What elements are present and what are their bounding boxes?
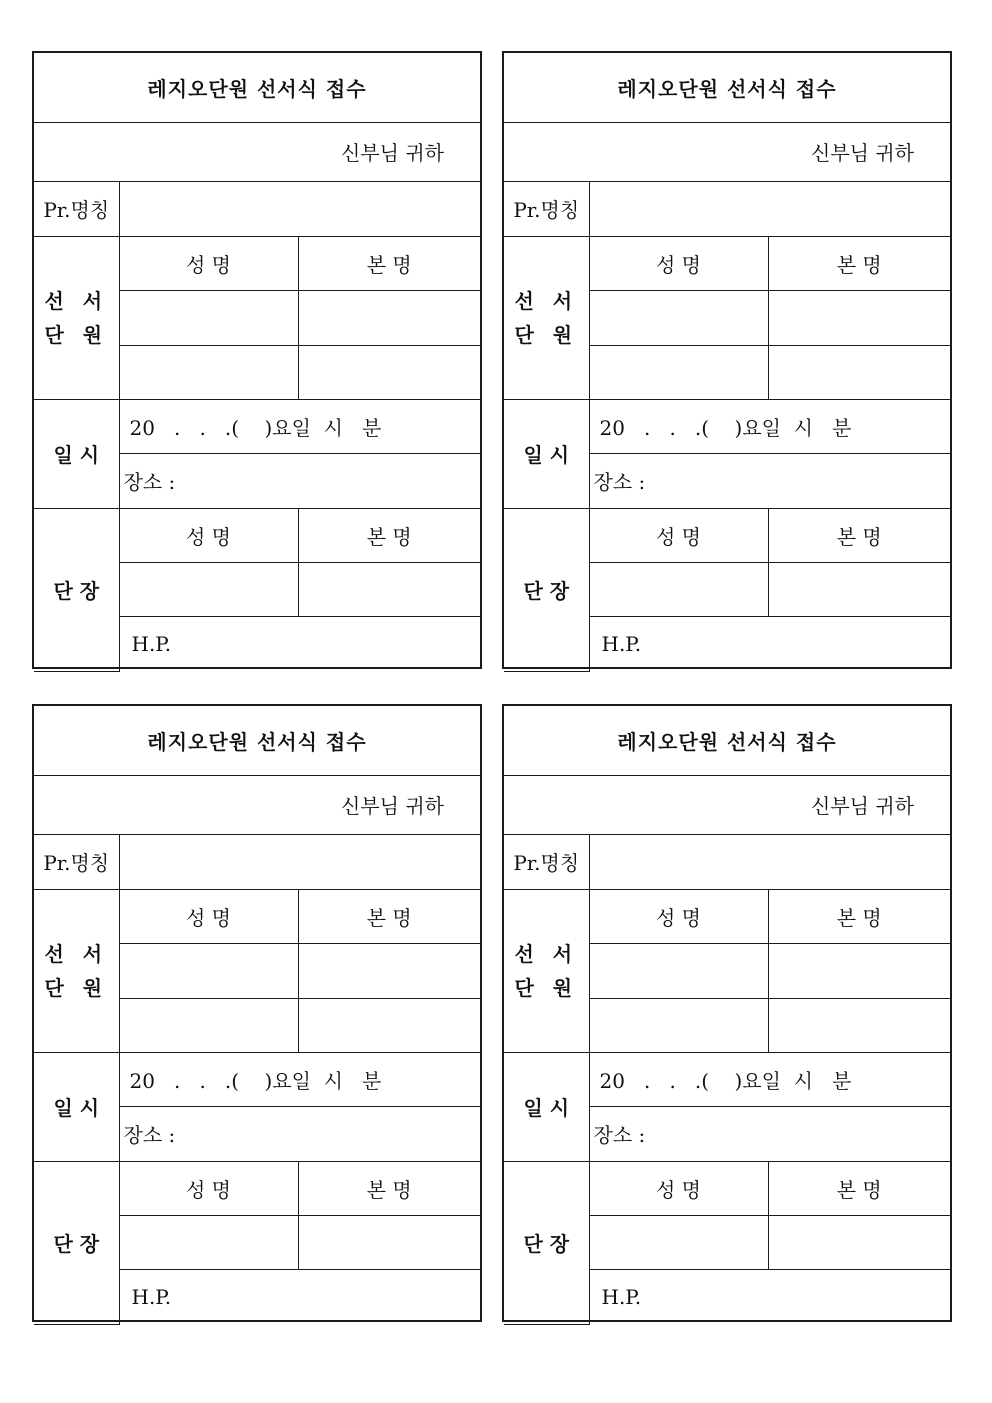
form-table — [34, 53, 480, 672]
member-baptism-name-field[interactable] — [298, 345, 480, 399]
member-baptism-name-field[interactable] — [298, 290, 480, 345]
form-title: 레지오단원 선서식 접수 — [504, 53, 950, 122]
member-name-header: 성 명 — [589, 889, 768, 943]
oath-members-label — [34, 889, 119, 1052]
leader-name-header: 성 명 — [119, 508, 298, 562]
datetime-label: 일 시 — [504, 1052, 589, 1161]
form-table — [34, 706, 480, 1325]
member-baptism-name-field[interactable] — [298, 943, 480, 998]
member-name-header: 성 명 — [589, 236, 768, 290]
oath-members-label — [504, 236, 589, 399]
leader-label: 단 장 — [34, 508, 119, 671]
leader-baptism-name-header: 본 명 — [768, 1161, 950, 1215]
pr-name-field[interactable] — [589, 834, 950, 889]
member-baptism-name-field[interactable] — [768, 345, 950, 399]
pr-name-label: Pr.명칭 — [34, 181, 119, 236]
leader-label: 단 장 — [34, 1161, 119, 1324]
leader-name-field[interactable] — [589, 562, 768, 616]
datetime-label: 일 시 — [34, 1052, 119, 1161]
member-name-header: 성 명 — [119, 236, 298, 290]
leader-phone-field[interactable]: H.P. — [119, 616, 480, 671]
legio-oath-form — [502, 704, 952, 1322]
legio-oath-form — [32, 51, 482, 669]
leader-name-field[interactable] — [119, 562, 298, 616]
datetime-field[interactable]: 20 . . .( )요일 시 분 — [589, 1052, 950, 1106]
member-baptism-name-field[interactable] — [298, 998, 480, 1052]
member-baptism-name-field[interactable] — [768, 290, 950, 345]
oath-members-label-line2: 단 원 — [44, 322, 109, 347]
member-name-field[interactable] — [119, 290, 298, 345]
datetime-label: 일 시 — [34, 399, 119, 508]
datetime-field[interactable]: 20 . . .( )요일 시 분 — [119, 1052, 480, 1106]
leader-baptism-name-header: 본 명 — [298, 1161, 480, 1215]
datetime-field[interactable]: 20 . . .( )요일 시 분 — [589, 399, 950, 453]
member-baptism-name-header: 본 명 — [768, 236, 950, 290]
member-baptism-name-field[interactable] — [768, 998, 950, 1052]
oath-members-label — [504, 889, 589, 1052]
member-name-field[interactable] — [589, 943, 768, 998]
recipient-line: 신부님 귀하 — [34, 122, 480, 181]
place-field[interactable]: 장소 : — [119, 453, 480, 508]
leader-label: 단 장 — [504, 508, 589, 671]
member-name-field[interactable] — [589, 998, 768, 1052]
leader-baptism-name-field[interactable] — [768, 562, 950, 616]
place-field[interactable]: 장소 : — [119, 1106, 480, 1161]
oath-members-label-line2: 단 원 — [514, 322, 579, 347]
member-name-field[interactable] — [119, 998, 298, 1052]
pr-name-field[interactable] — [119, 181, 480, 236]
leader-name-field[interactable] — [589, 1215, 768, 1269]
leader-baptism-name-field[interactable] — [298, 1215, 480, 1269]
leader-name-header: 성 명 — [589, 508, 768, 562]
form-title: 레지오단원 선서식 접수 — [504, 706, 950, 775]
oath-members-label-line1: 선 서 — [514, 941, 579, 966]
oath-members-label-line2: 단 원 — [44, 975, 109, 1000]
place-field[interactable]: 장소 : — [589, 453, 950, 508]
leader-baptism-name-header: 본 명 — [768, 508, 950, 562]
member-name-field[interactable] — [119, 943, 298, 998]
member-name-field[interactable] — [589, 345, 768, 399]
oath-members-label-line2: 단 원 — [514, 975, 579, 1000]
member-name-field[interactable] — [589, 290, 768, 345]
leader-phone-field[interactable]: H.P. — [119, 1269, 480, 1324]
datetime-field[interactable]: 20 . . .( )요일 시 분 — [119, 399, 480, 453]
pr-name-label: Pr.명칭 — [34, 834, 119, 889]
pr-name-label: Pr.명칭 — [504, 181, 589, 236]
form-table — [504, 706, 950, 1325]
member-baptism-name-header: 본 명 — [298, 236, 480, 290]
member-baptism-name-header: 본 명 — [298, 889, 480, 943]
oath-members-label-line1: 선 서 — [44, 288, 109, 313]
leader-name-header: 성 명 — [589, 1161, 768, 1215]
leader-label: 단 장 — [504, 1161, 589, 1324]
member-baptism-name-field[interactable] — [768, 943, 950, 998]
form-title: 레지오단원 선서식 접수 — [34, 53, 480, 122]
leader-baptism-name-field[interactable] — [298, 562, 480, 616]
pr-name-field[interactable] — [119, 834, 480, 889]
pr-name-field[interactable] — [589, 181, 950, 236]
recipient-line: 신부님 귀하 — [504, 775, 950, 834]
recipient-line: 신부님 귀하 — [504, 122, 950, 181]
place-field[interactable]: 장소 : — [589, 1106, 950, 1161]
member-baptism-name-header: 본 명 — [768, 889, 950, 943]
member-name-header: 성 명 — [119, 889, 298, 943]
oath-members-label-line1: 선 서 — [44, 941, 109, 966]
oath-members-label-line1: 선 서 — [514, 288, 579, 313]
member-name-field[interactable] — [119, 345, 298, 399]
leader-baptism-name-field[interactable] — [768, 1215, 950, 1269]
pr-name-label: Pr.명칭 — [504, 834, 589, 889]
leader-name-header: 성 명 — [119, 1161, 298, 1215]
leader-phone-field[interactable]: H.P. — [589, 1269, 950, 1324]
recipient-line: 신부님 귀하 — [34, 775, 480, 834]
oath-members-label — [34, 236, 119, 399]
leader-baptism-name-header: 본 명 — [298, 508, 480, 562]
datetime-label: 일 시 — [504, 399, 589, 508]
legio-oath-form — [502, 51, 952, 669]
legio-oath-form — [32, 704, 482, 1322]
leader-name-field[interactable] — [119, 1215, 298, 1269]
leader-phone-field[interactable]: H.P. — [589, 616, 950, 671]
form-table — [504, 53, 950, 672]
form-title: 레지오단원 선서식 접수 — [34, 706, 480, 775]
